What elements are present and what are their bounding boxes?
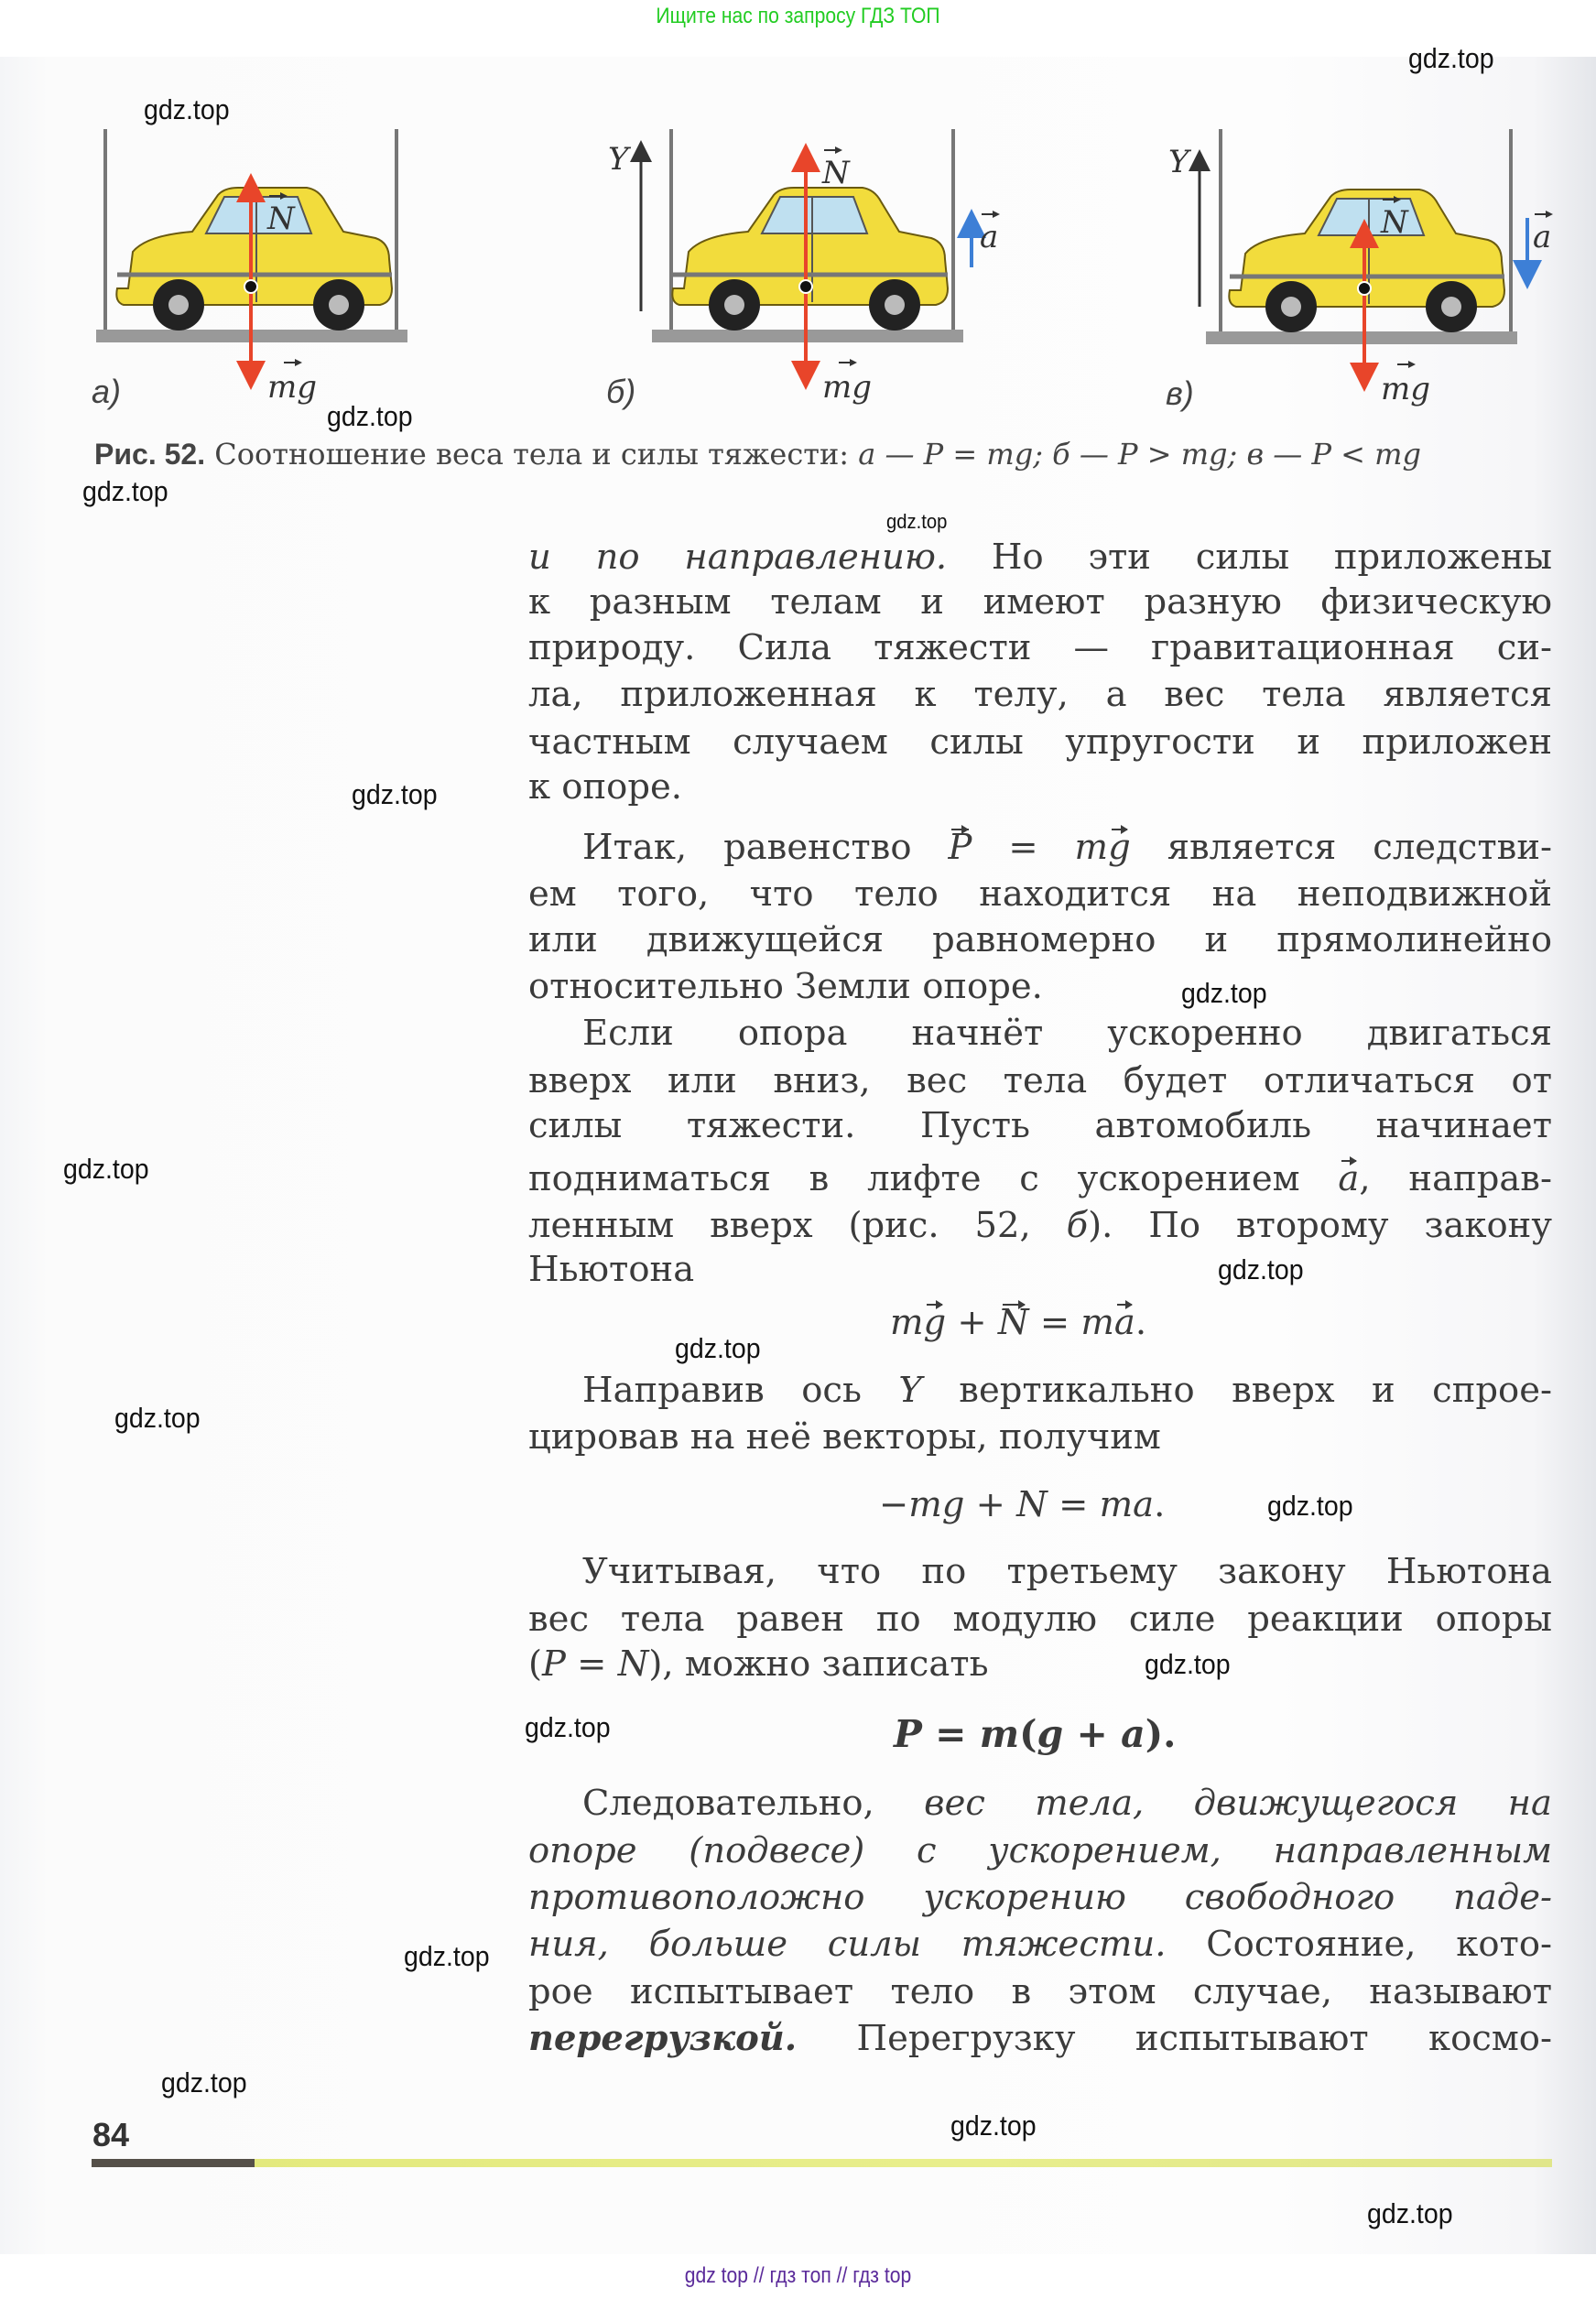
caption-text: Соотношение веса тела и силы тяжести:: [205, 437, 859, 472]
vector-mg-label: mg: [267, 369, 318, 406]
text-segment: N: [1016, 1484, 1048, 1525]
text-segment: =: [565, 1643, 618, 1685]
vector-N-label: N: [267, 201, 295, 237]
text-line: [528, 1924, 1552, 1966]
text-segment: Итак, равенство: [582, 827, 949, 868]
text-segment: .: [1135, 1302, 1147, 1343]
vector-N-label: N: [1381, 204, 1408, 241]
watermark: gdz.top: [1267, 1490, 1353, 1522]
watermark: gdz.top: [82, 475, 168, 507]
text-segment: = m: [972, 827, 1109, 868]
text-segment: вверх или вниз, вес тела будет отличаться от: [528, 1060, 1552, 1101]
text-segment: Состояние, кото-: [1166, 1924, 1553, 1965]
text-line: [528, 1643, 989, 1686]
watermark: gdz.top: [525, 1711, 611, 1743]
watermark: gdz.top: [404, 1940, 490, 1972]
text-segment: (: [1019, 1712, 1037, 1756]
panel-label-v: в): [1166, 374, 1194, 412]
text-segment: =: [921, 1712, 980, 1756]
text-segment: P: [894, 1712, 922, 1756]
vector-symbol: g: [923, 1302, 947, 1343]
watermark: gdz.top: [1145, 1648, 1231, 1680]
footer-rule-accent: [92, 2159, 255, 2167]
text-segment: и по направлению.: [528, 537, 948, 578]
text-line: [528, 1416, 1161, 1459]
text-line: [528, 1830, 1552, 1872]
text-segment: =: [1047, 1484, 1100, 1525]
text-line: [582, 1013, 1552, 1055]
vector-symbol: N: [997, 1302, 1029, 1343]
text-line: [528, 581, 1552, 624]
text-segment: m: [890, 1302, 924, 1343]
text-segment: Ньютона: [528, 1249, 695, 1290]
text-segment: относительно Земли опоре.: [528, 966, 1043, 1007]
text-segment: подниматься в лифте с ускорением: [528, 1158, 1339, 1199]
text-segment: опоре (подвесе) с ускорением, направленным: [528, 1830, 1552, 1871]
text-segment: Следовательно,: [582, 1783, 925, 1824]
text-segment: вес тела, движущегося на: [924, 1783, 1552, 1824]
text-line: [528, 873, 1552, 916]
page-number: 84: [92, 2116, 130, 2153]
text-segment: Если опора начнёт ускоренно двигаться: [582, 1013, 1552, 1054]
text-segment: , направ-: [1359, 1158, 1552, 1199]
text-line: [528, 674, 1552, 716]
figure-caption: [94, 438, 1421, 471]
text-line: [582, 1370, 1552, 1412]
formula-newton-2: [890, 1302, 1146, 1344]
text-segment: ), можно записать: [648, 1643, 989, 1685]
text-segment: ния, больше силы тяжести.: [528, 1924, 1167, 1965]
text-line: [528, 1599, 1552, 1641]
axis-Y-label: Y: [608, 141, 629, 178]
watermark: gdz.top: [352, 778, 438, 810]
watermark: gdz.top: [161, 2066, 247, 2098]
text-segment: природу. Сила тяжести — гравитационная си-: [528, 627, 1552, 668]
footer-banner[interactable]: gdz top // гдз топ // гдз top: [684, 2263, 912, 2288]
text-line: [582, 1783, 1552, 1825]
text-segment: цировав на неё векторы, получим: [528, 1416, 1161, 1458]
text-line: [528, 1249, 694, 1291]
text-segment: +: [964, 1484, 1017, 1525]
text-segment: =: [1028, 1302, 1081, 1343]
vector-mg-label: mg: [822, 369, 873, 406]
text-line: [582, 827, 1552, 869]
text-segment: Учитывая, что по третьему закону Ньютона: [582, 1551, 1552, 1592]
watermark: gdz.top: [1218, 1253, 1304, 1285]
text-line: [528, 2018, 1552, 2060]
watermark: gdz.top: [327, 400, 413, 432]
text-segment: g: [1037, 1712, 1064, 1756]
text-line: [528, 1205, 1552, 1247]
text-segment: +: [946, 1302, 998, 1343]
text-segment: m: [979, 1712, 1020, 1756]
text-segment: ленным вверх (рис. 52,: [528, 1205, 1067, 1246]
vector-a-label: a: [980, 219, 999, 255]
text-segment: или движущейся равномерно и прямолинейно: [528, 919, 1552, 960]
text-line: [528, 919, 1552, 961]
header-banner[interactable]: Ищите нас по запросу ГДЗ ТОП: [656, 4, 940, 28]
text-segment: вертикально вверх и спрое-: [921, 1370, 1552, 1411]
text-segment: рое испытывает тело в этом случае, называют: [528, 1971, 1552, 2012]
text-segment: P: [542, 1643, 566, 1685]
formula-projection: [879, 1484, 1165, 1526]
text-segment: ). По второму закону: [1088, 1205, 1552, 1246]
vector-a-label: a: [1533, 219, 1552, 255]
text-segment: −: [879, 1484, 909, 1525]
panel-a: [96, 129, 407, 375]
text-line: [528, 1971, 1552, 2013]
text-segment: противоположно ускорению свободного паде-: [528, 1877, 1552, 1918]
panel-label-b: б): [606, 373, 636, 410]
text-segment: к разным телам и имеют разную физическую: [528, 581, 1552, 623]
panel-v: [1200, 129, 1527, 377]
caption-label: Рис. 52.: [94, 438, 206, 471]
panel-b: [641, 129, 972, 375]
text-line: [528, 721, 1552, 764]
text-segment: перегрузкой.: [528, 2018, 798, 2059]
text-segment: Но эти силы приложены: [947, 537, 1552, 578]
footer-rule: [92, 2159, 1552, 2167]
axis-Y-label: Y: [1168, 144, 1189, 180]
figure-52: [0, 57, 1596, 441]
text-segment: частным случаем силы упругости и приложен: [528, 721, 1552, 763]
watermark: gdz.top: [1181, 977, 1267, 1009]
vector-symbol: P: [948, 827, 972, 868]
watermark: gdz.top: [950, 2109, 1037, 2142]
watermark: gdz.top: [675, 1332, 761, 1364]
text-segment: ла, приложенная к телу, а вес тела является: [528, 674, 1552, 715]
text-segment: ).: [1145, 1712, 1177, 1756]
vector-symbol: a: [1113, 1302, 1135, 1343]
text-segment: силы тяжести. Пусть автомобиль начинает: [528, 1105, 1552, 1146]
text-segment: к опоре.: [528, 766, 682, 808]
caption-formula: а — P = mg; б — P > mg; в — P < mg: [858, 437, 1421, 472]
vector-N-label: N: [822, 155, 850, 191]
text-line: [528, 627, 1552, 669]
watermark: gdz.top: [1408, 42, 1494, 74]
text-segment: Направив ось: [582, 1370, 899, 1411]
text-segment: ma: [1099, 1484, 1155, 1525]
text-line: [528, 766, 682, 808]
vector-mg-label: mg: [1381, 371, 1431, 407]
text-segment: m: [1080, 1302, 1114, 1343]
text-line: [528, 537, 1552, 579]
text-segment: Y: [898, 1370, 922, 1411]
text-segment: б: [1066, 1205, 1089, 1246]
text-segment: ем того, что тело находится на неподвижной: [528, 873, 1552, 915]
text-segment: (: [528, 1643, 543, 1685]
text-segment: Перегрузку испытывают космо-: [797, 2018, 1552, 2059]
text-segment: a: [1121, 1712, 1145, 1756]
text-segment: +: [1063, 1712, 1122, 1756]
text-line: [528, 966, 1043, 1008]
watermark: gdz.top: [1367, 2197, 1453, 2229]
text-segment: mg: [908, 1484, 965, 1525]
watermark: gdz.top: [144, 93, 230, 125]
vector-symbol: a: [1338, 1158, 1360, 1199]
watermark: gdz.top: [63, 1153, 149, 1185]
text-segment: является следстви-: [1130, 827, 1552, 868]
text-line: [528, 1105, 1552, 1147]
text-line: [582, 1551, 1552, 1593]
vector-symbol: g: [1108, 827, 1131, 868]
text-segment: вес тела равен по модулю силе реакции опоры: [528, 1599, 1552, 1640]
formula-weight: [894, 1713, 1176, 1755]
panel-label-a: а): [92, 373, 122, 410]
text-line: [528, 1877, 1552, 1919]
watermark: gdz.top: [114, 1402, 201, 1434]
text-line: [528, 1060, 1552, 1102]
text-line: [528, 1158, 1552, 1200]
text-segment: .: [1154, 1484, 1166, 1525]
text-segment: N: [617, 1643, 649, 1685]
watermark: gdz.top: [886, 510, 948, 533]
